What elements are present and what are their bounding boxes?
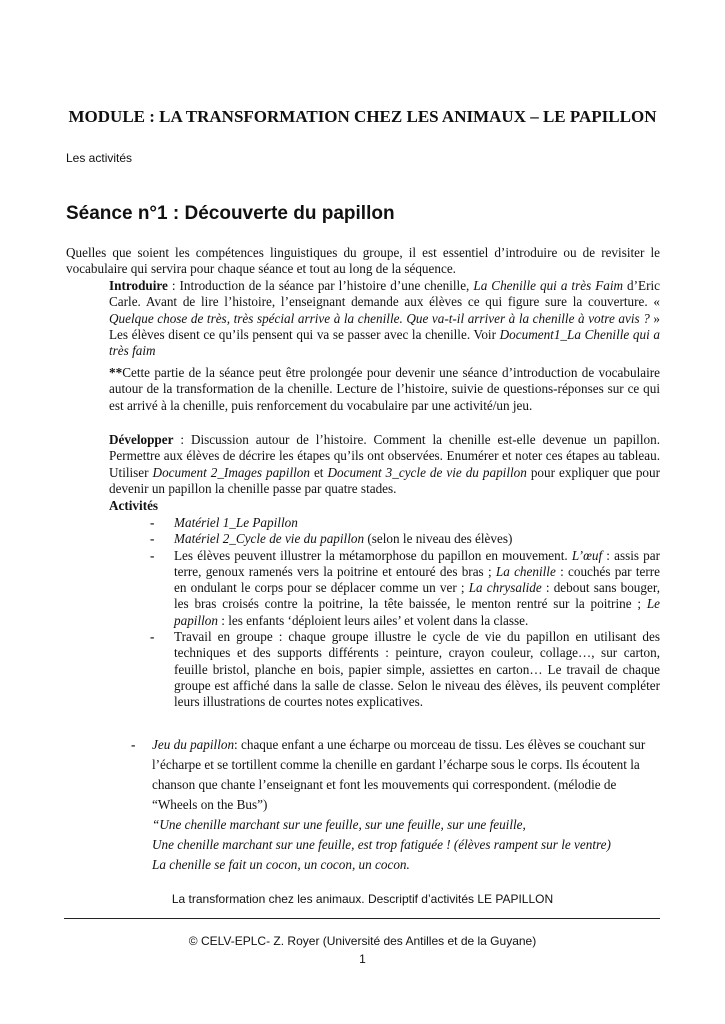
list-item: - Matériel 1_Le Papillon	[150, 515, 298, 530]
page-footer	[0, 932, 725, 968]
list-dash: -	[131, 737, 136, 752]
footer-divider	[64, 918, 660, 919]
list-dash: -	[150, 547, 155, 563]
document3-reference: Document 3_cycle de vie du papillon	[327, 464, 527, 480]
page-number: 1	[359, 952, 366, 966]
module-title: MODULE : LA TRANSFORMATION CHEZ LES ANIMAUX – LE PAPILLON	[68, 107, 657, 126]
list-dash: -	[150, 629, 155, 645]
developper-paragraph: Développer : Discussion autour de l’histoire. Comment la chenille est-elle devenue un papillon. Permettre aux élèves de décrire les étapes qu’ils ont observées. Enumérer et noter ces étapes au tableau. Utiliser Document 2_Images papillon et Document 3_cycle de vie du papillon pour expliquer que pour devenir un papillon la chenille passe par quatre stades.	[109, 432, 660, 496]
list-item: - Les élèves peuvent illustrer la métamorphose du papillon en mouvement. L’œuf : assis par terre, genoux ramenés vers la poitrine et entouré des bras ; La chenille : couchés par terre en ondulant le corps pour se déplacer comme un ver ; La chrysalide : debout sans bouger, les bras croisés contre la poitrine, la tête baissée, le menton rentré sur la poitrine ; Le papillon : les enfants ‘déploient leurs ailes’ et volent dans la classe.	[150, 547, 660, 628]
song-line-3: La chenille se fait un cocon, un cocon, un cocon.	[152, 857, 410, 872]
list-dash: -	[150, 515, 155, 530]
activities-list	[150, 515, 660, 711]
extension-paragraph: **Cette partie de la séance peut être prolongée pour devenir une séance d’introduction de vocabulaire autour de la transformation de la chenille. Lecture de l’histoire, suivie de questions-réponses sur ce qui est arrivé à la chenille, puis renforcement du vocabulaire par une activité/un jeu.	[109, 365, 660, 413]
list-item: - Travail en groupe : chaque groupe illustre le cycle de vie du papillon en utilisant des techniques et des supports différents : peinture, crayon couleur, collage…, sur carton, feuille bristol, planche en bois, papier simple, assiettes en carton… Le travail de chaque groupe est affiché dans la salle de classe. Selon le niveau des élèves, ils peuvent compléter leurs illustrations de courtes notes explicatives.	[150, 629, 660, 710]
introduire-label: Introduire	[109, 278, 168, 293]
jeu-du-papillon-item	[131, 735, 660, 875]
document2-reference: Document 2_Images papillon	[152, 464, 310, 480]
activities-subtitle: Les activités	[66, 151, 133, 165]
activites-heading: Activités	[109, 498, 159, 513]
document-footer-title: La transformation chez les animaux. Descriptif d’activités LE PAPILLON	[171, 892, 554, 906]
song-line-2: Une chenille marchant sur une feuille, est trop fatiguée ! (élèves rampent sur le ventre)	[152, 837, 611, 852]
jeu-description: Jeu du papillon: chaque enfant a une écharpe ou morceau de tissu. Les élèves se couchant sur l’écharpe et se tortillent comme la chenille en gardant l’écharpe sous le corps. Ils écoutent la chanson que chante l’enseignant et font les mouvements qui correspondent. (mélodie de “Wheels on the Bus”)	[152, 737, 646, 812]
jeu-label: Jeu du papillon	[152, 737, 235, 752]
list-item: - Matériel 2_Cycle de vie du papillon (selon le niveau des élèves)	[150, 531, 513, 547]
cover-quote: Quelque chose de très, très spécial arrive à la chenille. Que va-t-il arriver à la chenille à votre avis ?	[109, 310, 650, 326]
developper-label: Développer	[109, 432, 174, 447]
intro-paragraph: Quelles que soient les compétences linguistiques du groupe, il est essentiel d’introduire ou de revisiter le vocabulaire qui servira pour chaque séance et tout au long de la séquence.	[66, 245, 660, 277]
seance-heading: Séance n°1 : Découverte du papillon	[66, 203, 395, 224]
list-dash: -	[150, 531, 155, 547]
copyright-notice: © CELV-EPLC- Z. Royer (Université des Antilles et de la Guyane)	[188, 934, 537, 948]
introduire-paragraph: Introduire : Introduction de la séance par l’histoire d’une chenille, La Chenille qui a très Faim d’Eric Carle. Avant de lire l’histoire, l’enseignant demande aux élèves ce qui figure sure la couverture. « Quelque chose de très, très spécial arrive à la chenille. Que va-t-il arriver à la chenille à votre avis ? » Les élèves disent ce qu’ils pensent qui va se passer avec la chenille. Voir Document1_La Chenille qui a très faim	[109, 278, 660, 359]
document1-reference: Document1_La Chenille qui a très faim	[109, 326, 660, 359]
song-line-1: “Une chenille marchant sur une feuille, sur une feuille, sur une feuille,	[152, 817, 526, 832]
book-title: La Chenille qui a très Faim	[473, 278, 624, 293]
